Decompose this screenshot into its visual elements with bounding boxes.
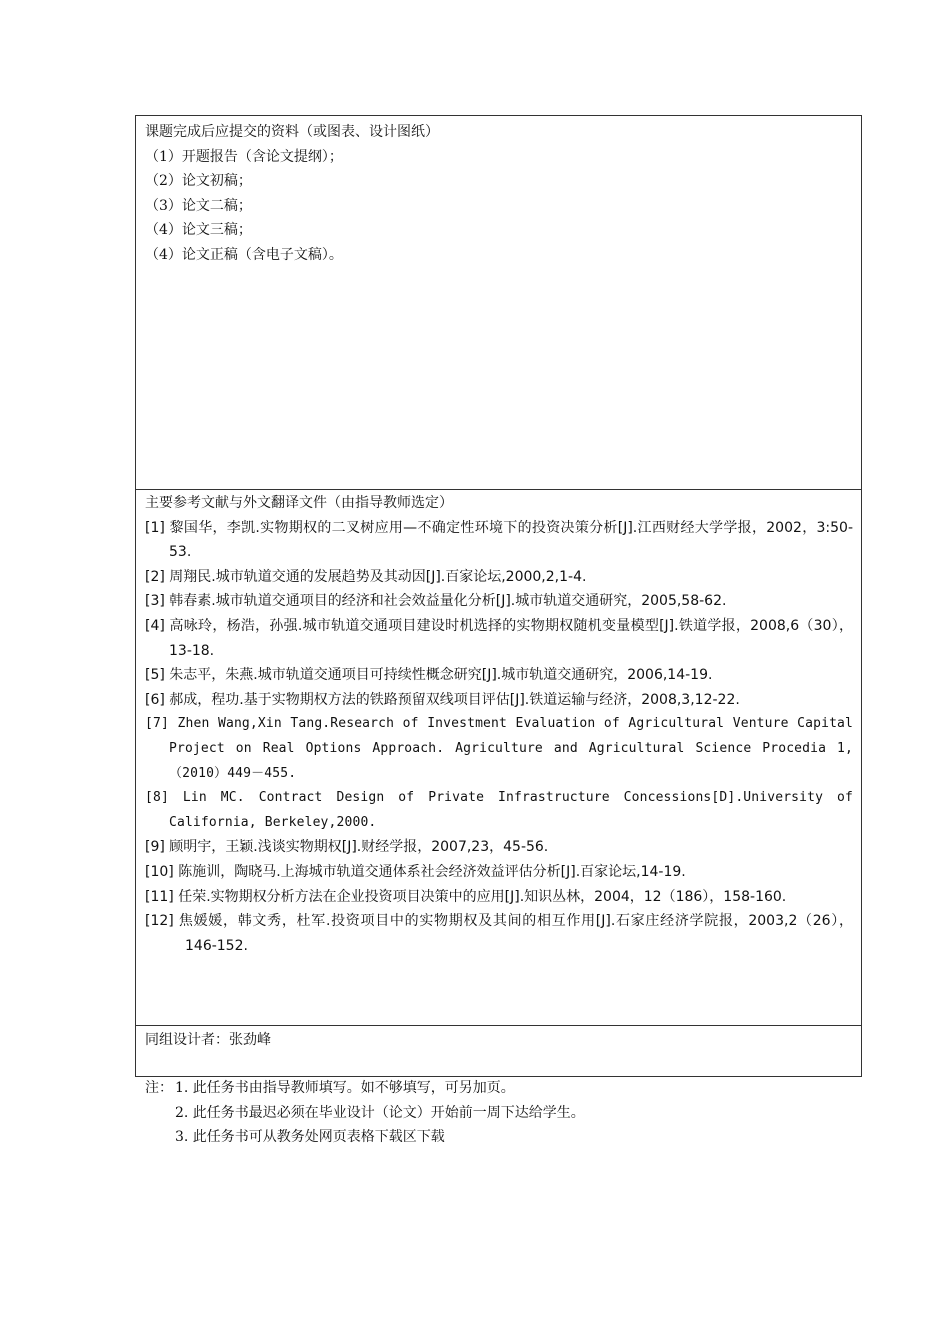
notes: [145, 1076, 585, 1150]
group-section: [136, 1026, 861, 1076]
notes-prefix: 注：: [145, 1080, 173, 1096]
reference-item: [8] Lin MC. Contract Design of Private Infrastructure Concessions[D].University of California, Berkeley,2000.: [145, 790, 853, 830]
reference-item: [6] 郝成，程功.基于实物期权方法的铁路预留双线项目评估[J].铁道运输与经济，2008,3,12-22.: [145, 691, 740, 708]
task-form-table: [135, 115, 862, 1077]
reference-item: [4] 高咏玲，杨浩，孙强.城市轨道交通项目建设时机选择的实物期权随机变量模型[J].铁道学报，2008,6（30），13-18.: [145, 617, 853, 659]
note-item: 2. 此任务书最迟必须在毕业设计（论文）开始前一周下达给学生。: [175, 1104, 585, 1121]
reference-item: [3] 韩春素.城市轨道交通项目的经济和社会效益量化分析[J].城市轨道交通研究，2005,58-62.: [145, 593, 727, 610]
note-item: 1. 此任务书由指导教师填写。如不够填写，可另加页。: [175, 1080, 515, 1096]
materials-item: （3）论文二稿；: [145, 197, 252, 214]
materials-section: [136, 116, 861, 490]
note-row: [145, 1101, 585, 1126]
reference-item: [7] Zhen Wang,Xin Tang.Research of Investment Evaluation of Agricultural Venture Capital Project on Real Options Approach. Agriculture and Agricultural Science Procedia 1,（2010）449－455.: [145, 716, 853, 781]
reference-item: [12] 焦媛媛，韩文秀，杜军.投资项目中的实物期权及其间的相互作用[J].石家庄经济学院报，2003,2（26），146-152.: [145, 913, 853, 954]
references-section: [136, 490, 861, 1026]
reference-item: [1] 黎国华，李凯.实物期权的二叉树应用—不确定性环境下的投资决策分析[J].江西财经大学学报，2002，3:50-53.: [145, 519, 853, 561]
reference-item: [11] 任荣.实物期权分析方法在企业投资项目决策中的应用[J].知识丛林，2004，12（186），158-160.: [145, 888, 787, 905]
references-heading: 主要参考文献与外文翻译文件（由指导教师选定）: [145, 495, 453, 511]
note-row: [145, 1125, 585, 1150]
group-designer: 同组设计者：张劲峰: [145, 1032, 271, 1048]
materials-item: （2）论文初稿；: [145, 173, 252, 190]
note-item: 3. 此任务书可从教务处网页表格下载区下载: [175, 1129, 445, 1145]
reference-item: [2] 周翔民.城市轨道交通的发展趋势及其动因[J].百家论坛,2000,2,1-4.: [145, 568, 587, 585]
materials-item: （4）论文三稿；: [145, 222, 252, 239]
reference-item: [9] 顾明宇，王颖.浅谈实物期权[J].财经学报，2007,23，45-56.: [145, 839, 549, 856]
reference-item: [5] 朱志平，朱燕.城市轨道交通项目可持续性概念研究[J].城市轨道交通研究，2006,14-19.: [145, 667, 713, 684]
materials-heading: 课题完成后应提交的资料（或图表、设计图纸）: [145, 124, 439, 140]
reference-item: [10] 陈施训，陶晓马.上海城市轨道交通体系社会经济效益评估分析[J].百家论坛,14-19.: [145, 863, 686, 880]
note-row: [145, 1076, 585, 1101]
materials-item: （1）开题报告（含论文提纲）；: [145, 148, 343, 165]
materials-item: （4）论文正稿（含电子文稿）。: [145, 246, 343, 263]
